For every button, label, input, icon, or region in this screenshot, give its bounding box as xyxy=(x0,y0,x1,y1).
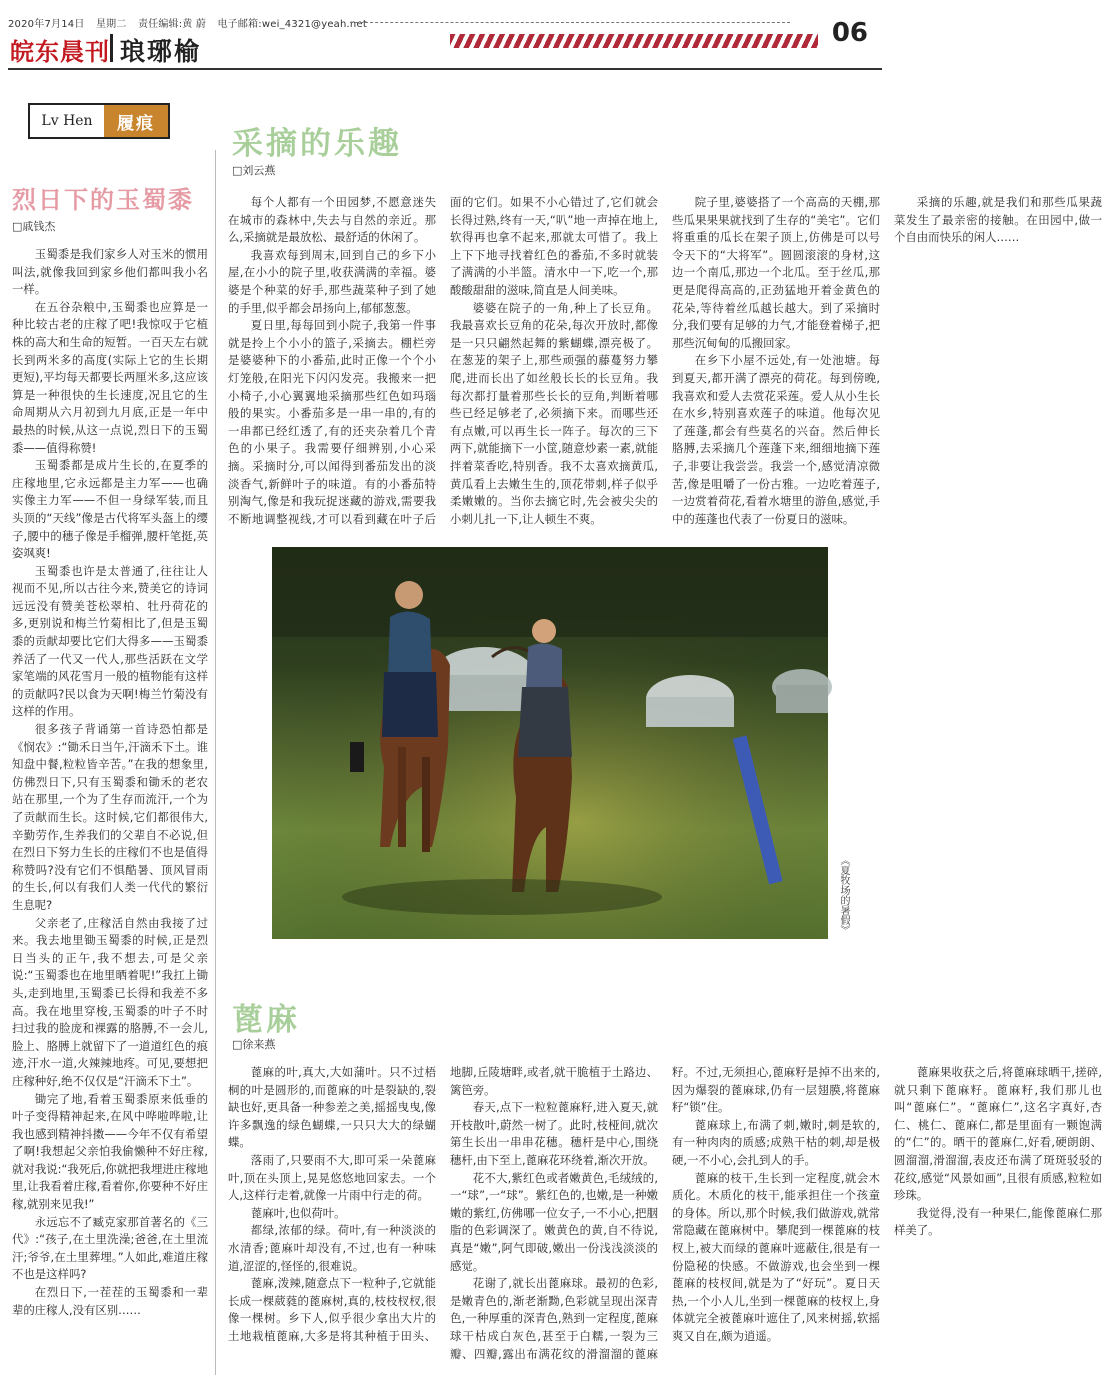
article1-paragraph: 在烈日下,一茬茬的玉蜀黍和一辈辈的庄稼人,没有区别…… xyxy=(12,1285,208,1317)
header-date: 2020年7月14日 xyxy=(8,19,85,30)
article1-byline: □戚钱杰 xyxy=(12,220,56,233)
article3-paragraph: 蓖麻果收获之后,将蓖麻球晒干,搓碎,就只剩下蓖麻籽。蓖麻籽,我们那儿也叫“蓖麻仁”。“蓖麻仁”,这名字真好,杏仁、桃仁、蓖麻仁,都是里面有一颗饱满的“仁”的。晒干的蓖麻仁,好看,硬朗朗、圆溜溜,滑溜溜,表皮还布满了斑斑驳驳的花纹,感觉“风景如画”,且很有质感,粒粒如珍珠。 xyxy=(894,1065,1102,1203)
article3-paragraph: 蓖麻球上,布满了刺,嫩时,刺是软的,有一种肉肉的质感;成熟干枯的刺,却是极硬,一不小心,会扎到人的手。 xyxy=(672,1117,880,1167)
column-tag xyxy=(28,103,170,139)
article2-paragraph: 院子里,婆婆搭了一个高高的天棚,那些瓜果果果就找到了生存的“美宅”。它们将重重的瓜长在架子顶上,仿佛是可以号令天下的“大将军”。圆圆滚滚的身材,这边一个南瓜,那边一个北瓜。至于丝瓜,那更是爬得高高的,正劲猛地开着金黄色的花朵,等待着丝瓜越长越大。到了采摘时分,我们要有足够的力气,才能登着梯子,把那些沉甸甸的瓜搬回家。 xyxy=(672,195,880,350)
section-title: 琅琊榆 xyxy=(120,37,202,66)
article2-title: 采摘的乐趣 xyxy=(232,126,402,162)
article3-paragraph: 花谢了,就长出蓖麻球。最初的色彩,是嫩青色的,渐老渐黝,色彩就呈现出深青色,一种厚重的深青色,熟到一定程度,蓖麻球干枯成白灰色,甚至于白糯,一裂为三瓣、四瓣,露出布满花纹的滑溜溜的蓖麻籽。不过,无须担心,蓖麻籽是掉不出来的,因为爆裂的蓖麻球,仍有一层翅膜,将蓖麻籽“锁”住。 xyxy=(450,1065,880,1361)
article3-paragraph: 都绿,浓郁的绿。荷叶,有一种淡淡的水清香;蓖麻叶却没有,不过,也有一种味道,涩涩的,怪怪的,很难说。 xyxy=(228,1223,436,1273)
summer-pasture-photo xyxy=(272,547,828,939)
article2-paragraph: 我喜欢每到周末,回到自己的乡下小屋,在小小的院子里,收获满满的幸福。婆婆是个种菜的好手,那些蔬菜种子到了她的手里,似乎都会昂扬向上,郁郁葱葱。 xyxy=(228,247,436,315)
page-number: 06 xyxy=(831,18,868,48)
article3-paragraph: 蓖麻,泼辣,随意点下一粒种子,它就能长成一棵葳蕤的蓖麻树,真的,枝枝杈杈,很像一棵树。乡下人,似乎很少拿出大片的土地栽植蓖麻,大多是将其种植于田头、地脚,丘陵塘畔,或者,就干脆植于土路边、篱笆旁。 xyxy=(228,1065,658,1343)
article1-body xyxy=(12,246,208,1368)
article3-paragraph: 落雨了,只要雨不大,即可采一朵蓖麻叶,顶在头顶上,晃晃悠悠地回家去。一个人,这样行走着,就像一片雨中行走的荷。 xyxy=(228,1152,436,1203)
article1-paragraph: 玉蜀黍都是成片生长的,在夏季的庄稼地里,它永远都是主力军——也确实像主力军——不但一身绿军装,而且头顶的“天线”像是古代将军头盔上的缨子,腰中的穗子像是手榴弹,腰杆笔挺,英姿飒爽! xyxy=(12,458,208,561)
article2-paragraph: 采摘的乐趣,就是我们和那些瓜果蔬菜发生了最亲密的接触。在田园中,做一个自由而快乐的闲人…… xyxy=(894,195,1102,245)
article1-title: 烈日下的玉蜀黍 xyxy=(12,186,194,214)
article2-body xyxy=(228,194,1102,534)
header-rule xyxy=(8,68,882,70)
decorative-stripe xyxy=(450,34,818,48)
newspaper-brand: 皖东晨刊 xyxy=(10,37,110,66)
article2-paragraph: 夏日里,每每回到小院子,我第一件事就是拎上个小小的篮子,采摘去。棚栏旁是婆婆种下的小番茄,此时正像一个个小灯笼般,在阳光下闪闪发亮。我搬来一把小椅子,小心翼翼地采摘那些红色如玛瑙般的果实。小番茄多是一串一串的,有的一串都已经红透了,有的还夹杂着几个青色的小果子。我需要仔细辨别,小心采摘。采摘时分,可以闻得到番茄发出的淡淡香气,新鲜叶子的味道。有的小番茄特别淘气,像是和我玩捉迷藏的游戏,需要我不断地调整视线,才可以看到藏在叶子后面的它们。如果不小心错过了,它们就会长得过熟,终有一天,“叭”地一声掉在地上,软得再也拿不起来,那就太可惜了。我上上下下地寻找着红色的番茄,不多时就装了满满的小半篮。清水中一下,吃一个,那酸酸甜甜的滋味,简直是人间美味。 xyxy=(228,195,658,526)
photo-illustration xyxy=(272,547,828,939)
column-tag-pinyin: Lv Hen xyxy=(41,113,93,129)
article3-body xyxy=(228,1064,1102,1374)
article1-paragraph: 很多孩子背诵第一首诗恐怕都是《悯农》:“锄禾日当午,汗滴禾下土。谁知盘中餐,粒粒皆辛苦。”在我的想象里,仿佛烈日下,只有玉蜀黍和锄禾的老农站在那里,一个为了生存而流汗,一个为了贡献而生长。这时候,它们都很伟大,辛勤劳作,生养我们的父辈自不必说,但在烈日下努力生长的庄稼们不也是值得称赞吗?没有它们不惧酷暑、顶风冒雨的生长,何以有我们人类一代代的繁衍生息呢? xyxy=(12,722,208,912)
article3-paragraph: 我觉得,没有一种果仁,能像蓖麻仁那样美了。 xyxy=(894,1205,1102,1238)
article1-paragraph: 玉蜀黍是我们家乡人对玉米的惯用叫法,就像我回到家乡他们都叫我小名一样。 xyxy=(12,247,208,297)
brand-separator xyxy=(110,34,113,62)
column-divider xyxy=(215,150,216,1375)
article1-paragraph: 玉蜀黍也许是太普通了,往往让人视而不见,所以古往今来,赞美它的诗词远远没有赞美苍松翠柏、牡丹荷花的多,更别说和梅兰竹菊相比了,但是玉蜀黍的贡献却要比它们大得多——玉蜀黍养活了一代又一代人,那些活跃在文学家笔端的风花雪月一般的植物能有这样的贡献吗?民以食为天啊!梅兰竹菊没有这样的作用。 xyxy=(12,563,208,719)
article1-paragraph: 锄完了地,看着玉蜀黍原来低垂的叶子变得精神起来,在风中哗啦哗啦,让我也感到精神抖擞——今年不仅有希望了啊!我想起父亲怕我偷懒种不好庄稼,就对我说:“我死后,你就把我埋进庄稼地里,让我看着庄稼,看着你,你要种不好庄稼,就别来见我!” xyxy=(12,1091,208,1212)
article3-paragraph: 春天,点下一粒粒蓖麻籽,进入夏天,就开枝散叶,蔚然一树了。此时,枝桠间,就次第生长出一串串花穗。穗杆是中心,围绕穗杆,由下至上,蓖麻花环绕着,渐次开放。 xyxy=(450,1100,658,1167)
article1-paragraph: 永远忘不了臧克家那首著名的《三代》:“孩子,在土里洗澡;爸爸,在土里流汗;爷爷,在土里葬埋。”人如此,难道庄稼不也是这样吗? xyxy=(12,1214,208,1282)
article3-paragraph: 蓖麻叶,也似荷叶。 xyxy=(250,1205,346,1220)
article2-byline: □刘云燕 xyxy=(232,164,276,177)
article3-title: 蓖麻 xyxy=(232,1002,300,1038)
header-weekday: 星期二 xyxy=(95,19,127,30)
header-dotted-rule xyxy=(350,22,790,26)
article2-paragraph: 每个人都有一个田园梦,不愿意迷失在城市的森林中,失去与自然的亲近。那么,采摘就是最放松、最舒适的休闲了。 xyxy=(228,195,436,245)
article3-byline: □徐来燕 xyxy=(232,1038,276,1051)
column-tag-name: 履痕 xyxy=(104,105,168,137)
photo-caption: 《夏牧场的暑假》 xyxy=(838,855,849,935)
article1-paragraph: 在五谷杂粮中,玉蜀黍也应算是一种比较古老的庄稼了吧!我惊叹于它植株的高大和生命的短暂。一百天左右就长到两米多的高度(实际上它的生长期更短),平均每天都要长两厘米多,这应该算是一种很快的生长速度,况且它的生命周期从六月初到九月底,正是一年中最热的时候,从这一点说,烈日下的玉蜀黍——值得称赞! xyxy=(12,299,208,455)
header-email: 电子邮箱:wei_4321@yeah.net xyxy=(217,19,367,30)
header-editor: 责任编辑:黄 蔚 xyxy=(137,19,207,30)
yurt xyxy=(646,675,734,727)
article3-paragraph: 花不大,紫红色或者嫩黄色,毛绒绒的,一“球”,一“球”。紫红色的,也嫩,是一种嫩嫩的紫红,仿佛哪一位女子,一不小心,把胭脂的色彩调深了。嫩黄色的黄,自不待说,真是“嫩”,阿气即破,嫩出一份浅浅淡淡的感觉。 xyxy=(450,1170,658,1273)
article2-paragraph: 在乡下小屋不远处,有一处池塘。每到夏天,都开满了漂亮的荷花。每到傍晚,我喜欢和爱人去赏花采莲。爱人从小生长在水乡,特别喜欢莲子的味道。他每次见了莲蓬,都会有些莫名的兴奋。然后伸长胳膊,去采摘几个莲蓬下来,细细地摘下莲子,非要让我尝尝。我尝一个,感觉清凉微苦,像是咀嚼了一份古雅。一边吃着莲子,一边赏着荷花,看着水塘里的游鱼,感觉,手中的莲蓬也代表了一份夏日的滋味。 xyxy=(672,353,880,526)
article1-paragraph: 父亲老了,庄稼活自然由我接了过来。我去地里锄玉蜀黍的时候,正是烈日当头的正午,我不想去,可是父亲说:“玉蜀黍也在地里晒着呢!”我扛上锄头,走到地里,玉蜀黍已长得和我差不多高。我在地里穿梭,玉蜀黍的叶子不时扫过我的脸庞和裸露的胳膊,不一会儿,脸上、胳膊上就留下了一道道红色的痕迹,汗水一道,火辣辣地疼。可见,要想把庄稼种好,绝不仅仅是“汗滴禾下土”。 xyxy=(12,915,208,1088)
article3-paragraph: 蓖麻的枝干,生长到一定程度,就会木质化。木质化的枝干,能承担住一个孩童的身体。所以,那个时候,我们做游戏,就常常隐藏在蓖麻树中。攀爬到一棵蓖麻的枝杈上,被大而绿的蓖麻叶遮蔽住,很是有一份隐秘的快感。不做游戏,也会坐到一棵蓖麻的枝杈间,就是为了“好玩”。夏日天热,一个小人儿,坐到一棵蓖麻的枝杈上,身体就完全被蓖麻叶遮住了,风来树摇,软摇爽又自在,颇为逍遥。 xyxy=(672,1170,880,1343)
header-info-line xyxy=(8,15,375,30)
article2-paragraph: 婆婆在院子的一角,种上了长豆角。我最喜欢长豆角的花朵,每次开放时,都像是一只只翩然起舞的紫蝴蝶,漂亮极了。在葱茏的架子上,那些顽强的藤蔓努力攀爬,进而长出了如丝般长长的长豆角。我每次都打量着那些长长的豆角,判断着哪些已经足够老了,必须摘下来。而哪些还有点嫩,可以再生长一阵子。每次的三下两下,就能摘下一小筐,随意炒素一素,就能拌着菜香吃,特别香。我不太喜欢摘黄瓜,黄瓜看上去嫩生生的,顶花带刺,样子似乎柔嫩嫩的。当你去摘它时,先会被尖尖的小刺儿扎一下,让人顿生不爽。 xyxy=(450,300,658,526)
article3-paragraph: 蓖麻的叶,真大,大如蒲叶。只不过梧桐的叶是圆形的,而蓖麻的叶是裂缺的,裂缺也好,更具备一种参差之美,摇摇曳曳,像许多飘逸的绿色蝴蝶,一只只大大的绿蝴蝶。 xyxy=(228,1065,436,1150)
